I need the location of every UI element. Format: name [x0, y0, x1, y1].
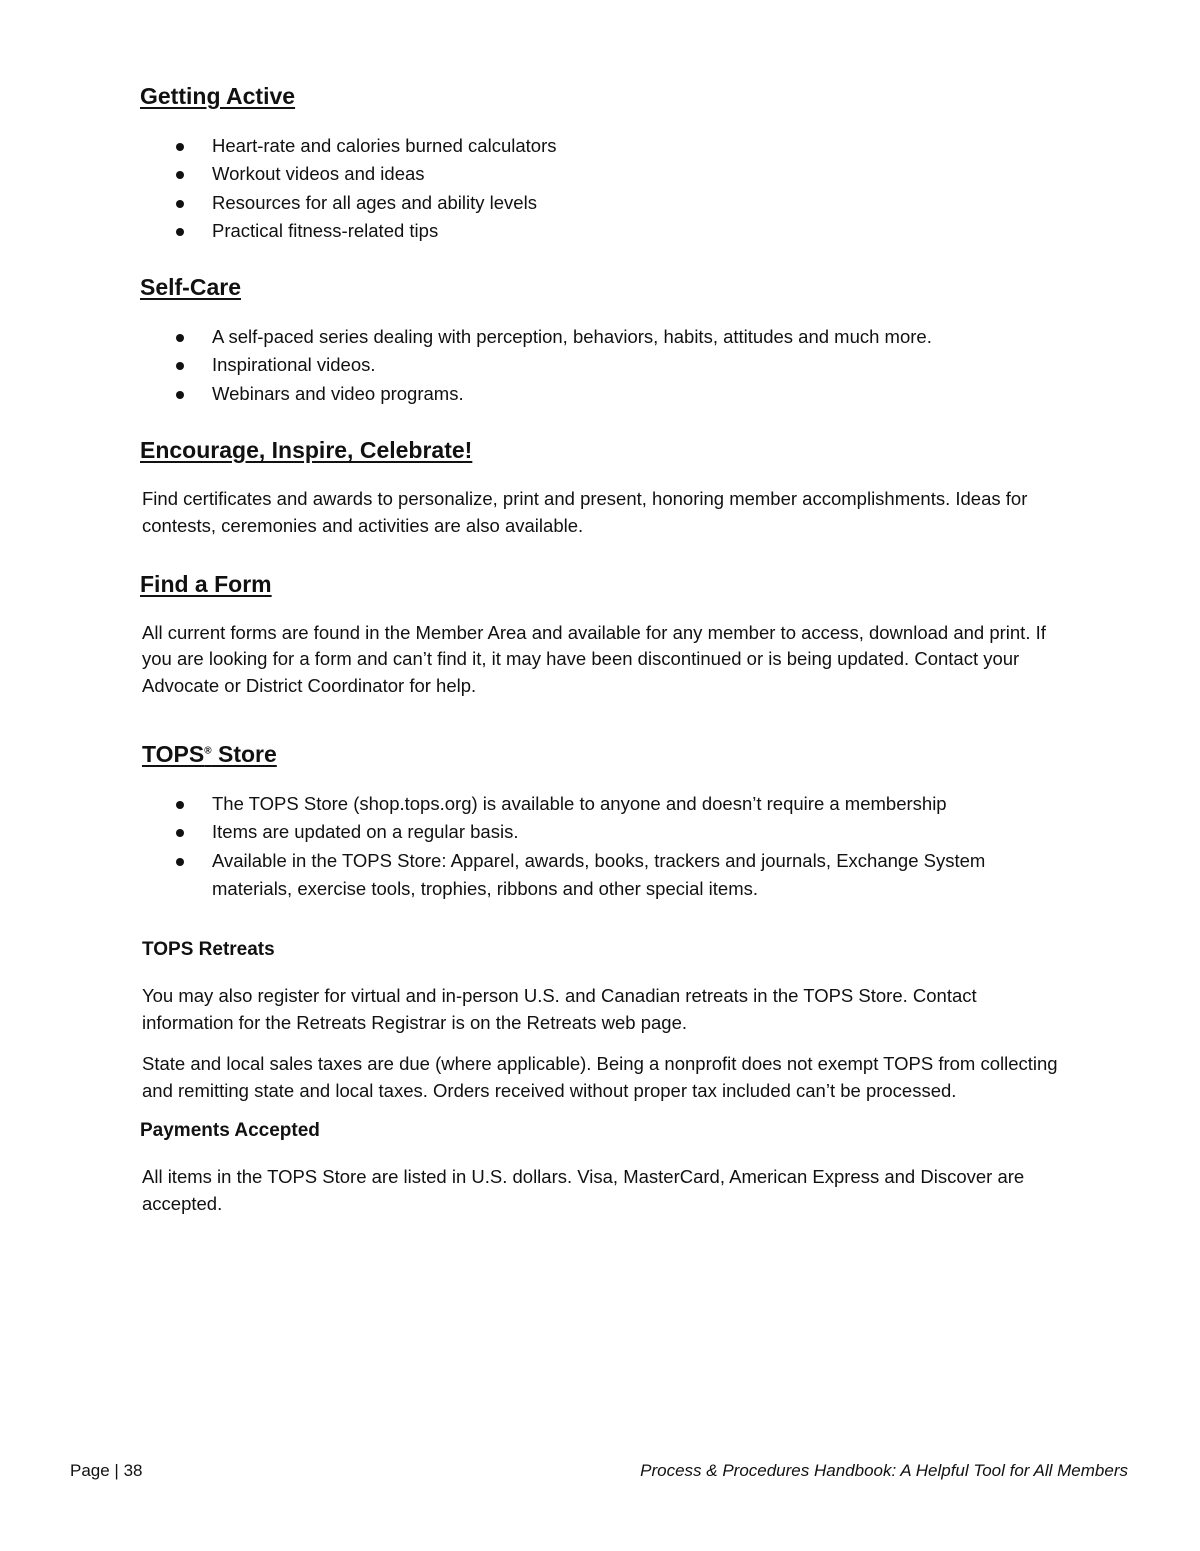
list-item: The TOPS Store (shop.tops.org) is available to anyone and doesn’t require a membership — [140, 790, 1060, 818]
list-item: Practical fitness-related tips — [140, 217, 1060, 245]
getting-active-list — [140, 132, 1060, 245]
find-form-heading: Find a Form — [140, 570, 272, 597]
bullet-icon — [176, 171, 184, 179]
retreats-paragraph: You may also register for virtual and in-person U.S. and Canadian retreats in the TOPS Store. Contact information for the Retreats Registrar is on the Retreats web page. — [142, 985, 977, 1034]
tops-store-heading: TOPS® Store — [142, 741, 277, 768]
payments-heading: Payments Accepted — [140, 1120, 320, 1142]
tops-store-list — [140, 790, 1060, 903]
bullet-icon — [176, 829, 184, 837]
bullet-icon — [176, 143, 184, 151]
bullet-icon — [176, 858, 184, 866]
encourage-paragraph: Find certificates and awards to personalize, print and present, honoring member accomplishments. Ideas for contests, ceremonies and activities are also available. — [142, 488, 1028, 536]
bullet-icon — [176, 801, 184, 809]
self-care-list — [140, 323, 1060, 408]
list-item: Available in the TOPS Store: Apparel, awards, books, trackers and journals, Exchange System materials, exercise tools, trophies, ribbons and other special items. — [140, 847, 1060, 904]
retreats-heading: TOPS Retreats — [142, 939, 275, 961]
list-item: Workout videos and ideas — [140, 160, 1060, 188]
getting-active-heading: Getting Active — [140, 83, 296, 109]
list-item: Inspirational videos. — [140, 351, 1060, 379]
bullet-icon — [176, 391, 184, 399]
list-item: Heart-rate and calories burned calculators — [140, 132, 1060, 160]
bullet-icon — [176, 200, 184, 208]
registered-mark: ® — [204, 745, 212, 757]
list-item: Resources for all ages and ability levels — [140, 189, 1060, 217]
taxes-paragraph: State and local sales taxes are due (where applicable). Being a nonprofit does not exempt TOPS from collecting and remitting state and local taxes. Orders received without proper tax included can’t be processed. — [142, 1052, 1058, 1101]
encourage-heading: Encourage, Inspire, Celebrate! — [140, 437, 473, 464]
self-care-heading: Self-Care — [140, 274, 241, 301]
page-content — [140, 80, 1060, 1232]
bullet-icon — [176, 228, 184, 236]
find-form-paragraph: All current forms are found in the Member Area and available for any member to access, download and print. If you are looking for a form and can’t find it, it may have been discontinued or is being updated. Contact your Advocate or District Coordinator for help. — [142, 621, 1046, 697]
bullet-icon — [176, 362, 184, 370]
page-number: Page | 38 — [70, 1461, 143, 1480]
list-item: Items are updated on a regular basis. — [140, 818, 1060, 846]
bullet-icon — [176, 334, 184, 342]
payments-paragraph: All items in the TOPS Store are listed in U.S. dollars. Visa, MasterCard, American Express and Discover are accepted. — [142, 1166, 1025, 1215]
list-item: A self-paced series dealing with perception, behaviors, habits, attitudes and much more. — [140, 323, 1060, 351]
list-item: Webinars and video programs. — [140, 380, 1060, 408]
handbook-title: Process & Procedures Handbook: A Helpful Tool for All Members — [640, 1461, 1128, 1480]
